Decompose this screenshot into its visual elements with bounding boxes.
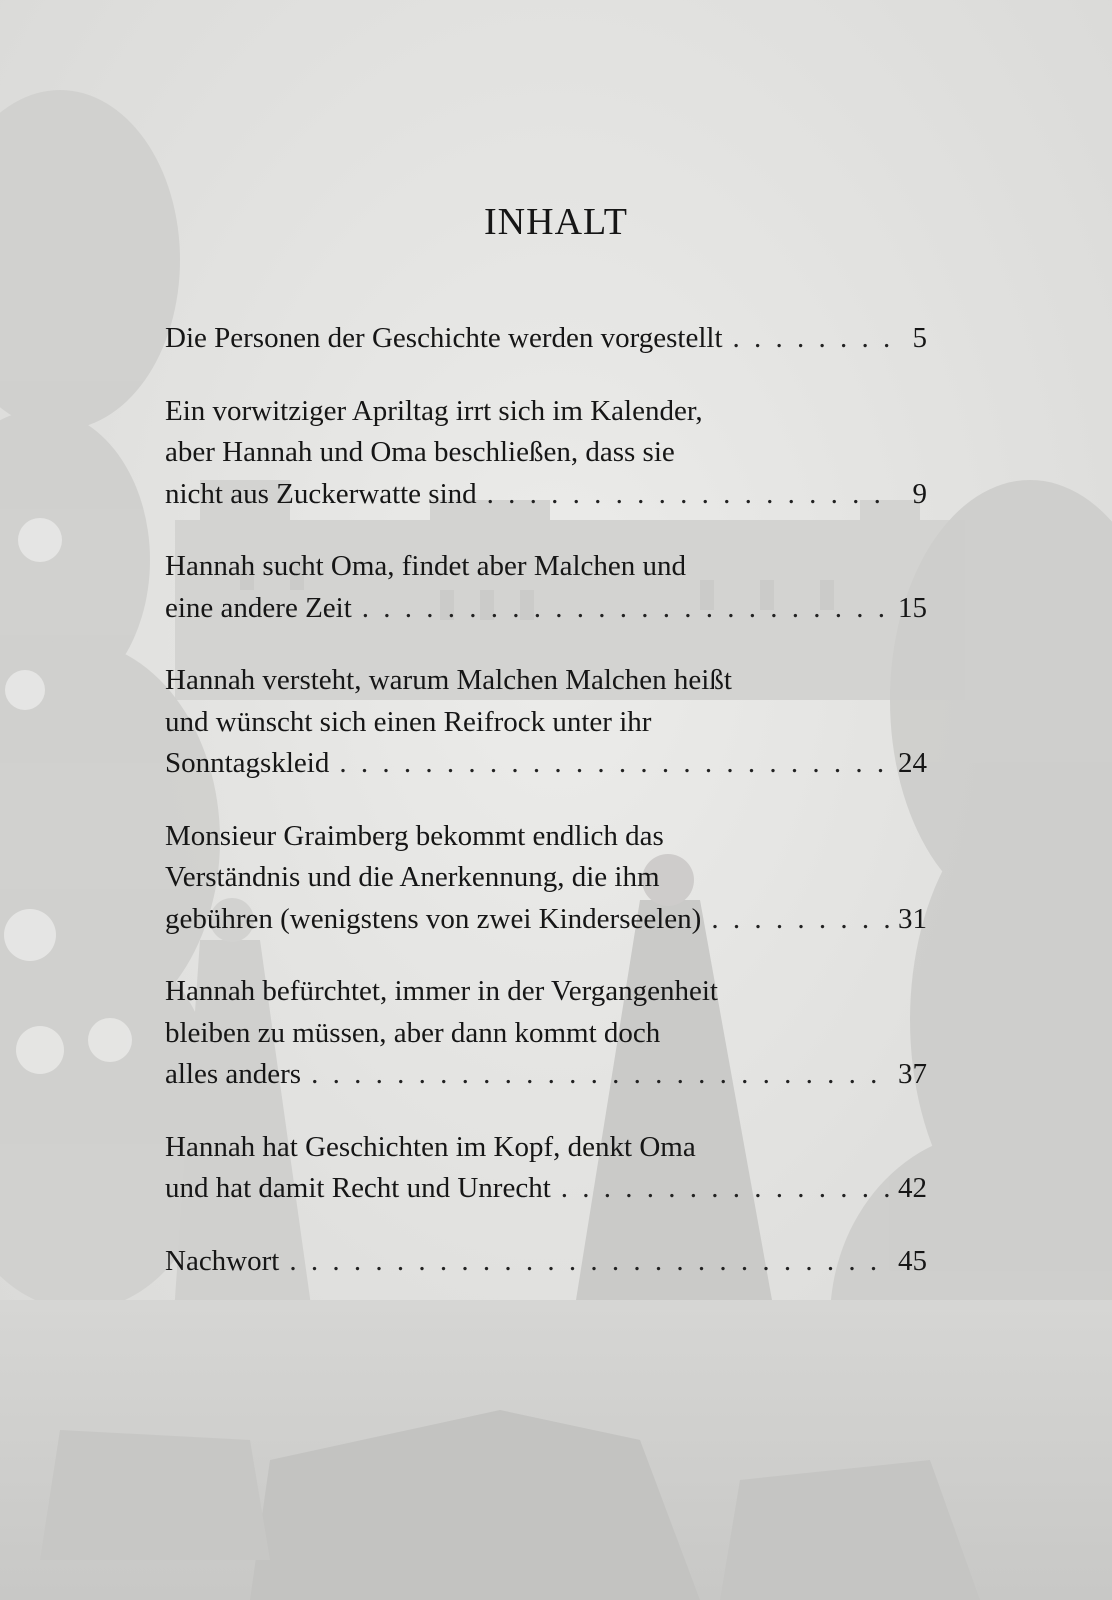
dot-leader (711, 899, 890, 941)
toc-entry[interactable] (165, 1127, 927, 1210)
dot-leader (289, 1241, 890, 1283)
dot-leader (311, 1054, 890, 1096)
page-number: 37 (898, 1058, 927, 1090)
toc-entry-text: nicht aus Zuckerwatte sind (165, 477, 477, 510)
toc-entry-text: bleiben zu müssen, aber dann kommt doch (165, 1016, 661, 1049)
toc-entry-text: Verständnis und die Anerkennung, die ihm (165, 861, 660, 893)
dot-leader (487, 474, 891, 516)
dot-leader (561, 1168, 890, 1210)
toc-entry-last-line (165, 1168, 927, 1210)
toc-entry-text: Hannah hat Geschichten im Kopf, denkt Oma (165, 1130, 696, 1163)
page-number: 31 (898, 902, 927, 935)
toc-entry-text: Ein vorwitziger Apriltag irrt sich im Kalender, (165, 394, 703, 427)
toc-entry-text: Monsieur Graimberg bekommt endlich das (165, 819, 664, 852)
toc-entry-last-line (165, 318, 927, 360)
toc-entry-text: Nachwort (165, 1244, 280, 1277)
toc-entry[interactable] (165, 660, 927, 785)
toc-entry-text: Die Personen der Geschichte werden vorgestellt (165, 322, 723, 354)
toc-entry[interactable] (165, 816, 927, 941)
page-number: 42 (898, 1172, 927, 1204)
toc-entry[interactable] (165, 391, 927, 516)
table-of-contents (165, 318, 927, 1313)
page-number: 45 (898, 1244, 927, 1277)
dot-leader (362, 588, 890, 630)
toc-entry-text: Hannah befürchtet, immer in der Vergangenheit (165, 975, 718, 1007)
toc-entry-text: Hannah versteht, warum Malchen Malchen heißt (165, 664, 732, 696)
toc-entry-last-line (165, 474, 927, 516)
toc-entry-last-line (165, 588, 927, 630)
toc-entry[interactable] (165, 1241, 927, 1283)
toc-entry-text: gebühren (wenigstens von zwei Kinderseelen) (165, 902, 702, 935)
toc-entry-text: Sonntagskleid (165, 747, 330, 779)
toc-entry-last-line (165, 1241, 927, 1283)
page-number: 5 (912, 322, 927, 354)
toc-heading: INHALT (484, 201, 628, 243)
dot-leader (733, 318, 891, 360)
page-number: 9 (912, 477, 927, 510)
toc-entry-text: eine andere Zeit (165, 591, 352, 624)
dot-leader (339, 743, 890, 785)
toc-entry-last-line (165, 743, 927, 785)
toc-entry-text: Hannah sucht Oma, findet aber Malchen und (165, 550, 687, 582)
toc-entry[interactable] (165, 971, 927, 1096)
toc-entry-text: alles anders (165, 1058, 302, 1090)
toc-entry-text: aber Hannah und Oma beschließen, dass sie (165, 436, 675, 468)
toc-entry-text: und hat damit Recht und Unrecht (165, 1172, 551, 1204)
toc-entry-last-line (165, 1054, 927, 1096)
page-number: 24 (898, 747, 927, 779)
toc-entry-last-line (165, 899, 927, 941)
toc-entry[interactable] (165, 546, 927, 629)
toc-entry-text: und wünscht sich einen Reifrock unter ihr (165, 705, 652, 738)
page-number: 15 (898, 591, 927, 624)
toc-entry[interactable] (165, 318, 927, 360)
